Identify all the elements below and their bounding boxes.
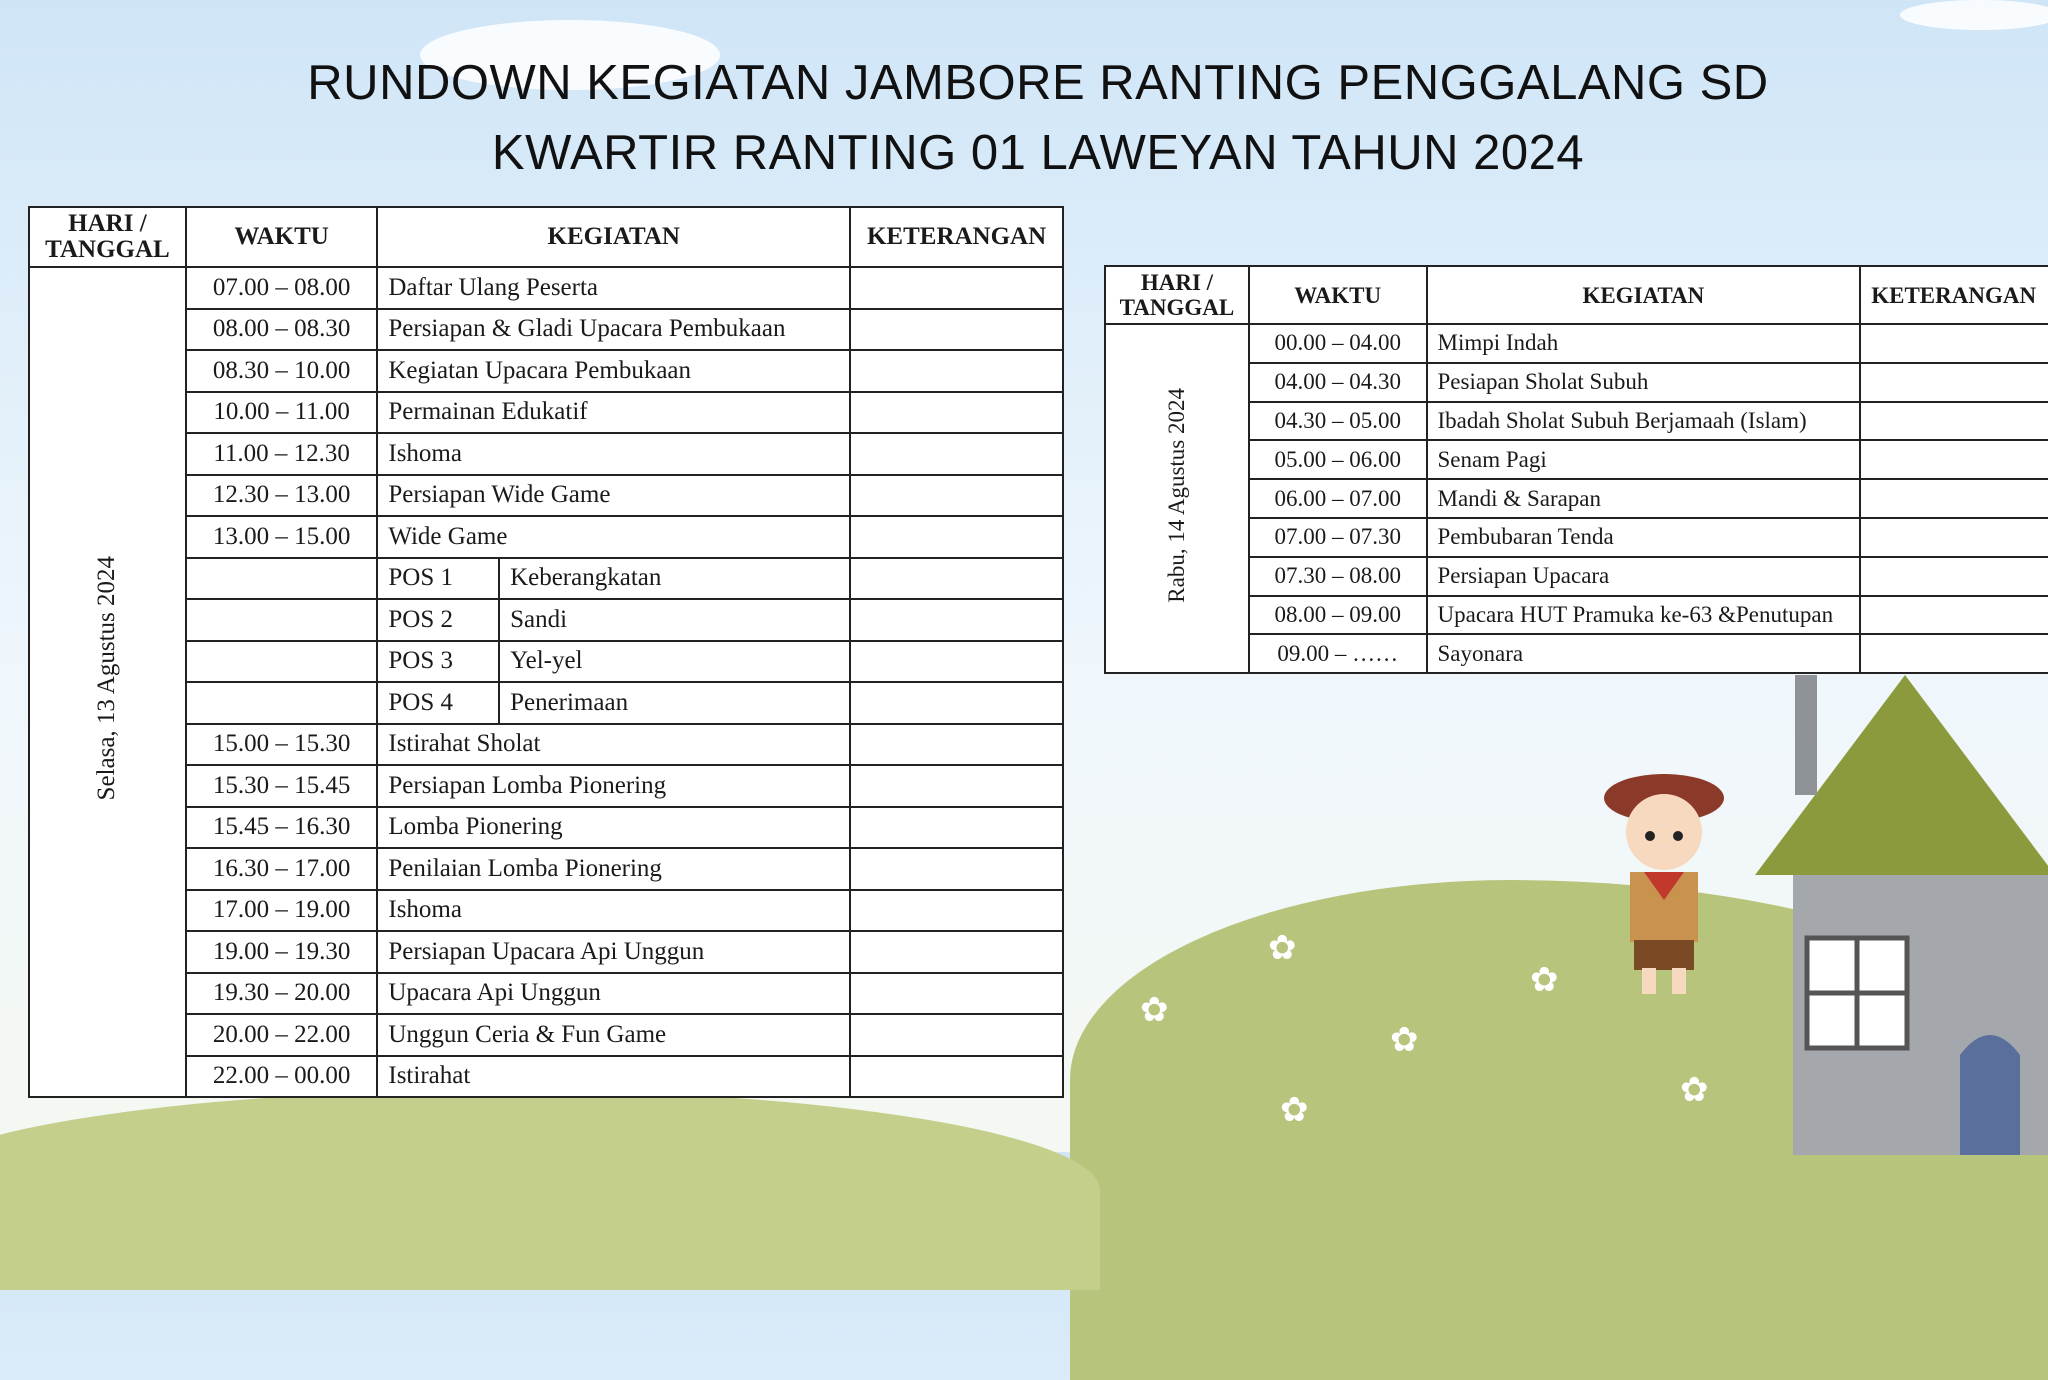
keterangan-cell	[850, 807, 1063, 849]
waktu-cell: 15.30 – 15.45	[186, 765, 378, 807]
kegiatan-cell: Persiapan Lomba Pionering	[377, 765, 850, 807]
waktu-cell: 09.00 – ……	[1249, 634, 1427, 673]
kegiatan-cell: Penilaian Lomba Pionering	[377, 848, 850, 890]
waktu-cell: 20.00 – 22.00	[186, 1014, 378, 1056]
date-label: Selasa, 13 Agustus 2024	[93, 556, 121, 801]
waktu-cell: 19.30 – 20.00	[186, 973, 378, 1015]
keterangan-cell	[850, 765, 1063, 807]
table-row	[1105, 324, 2048, 363]
waktu-cell: 15.45 – 16.30	[186, 807, 378, 849]
keterangan-cell	[850, 931, 1063, 973]
waktu-cell: 06.00 – 07.00	[1249, 479, 1427, 518]
kegiatan-cell: Persiapan Upacara Api Unggun	[377, 931, 850, 973]
kegiatan-cell: Upacara HUT Pramuka ke-63 &Penutupan	[1427, 596, 1861, 635]
pos-name: Penerimaan	[499, 682, 850, 724]
flower: ✿	[1680, 1071, 1709, 1109]
keterangan-cell	[850, 516, 1063, 558]
keterangan-cell	[850, 1014, 1063, 1056]
waktu-cell: 16.30 – 17.00	[186, 848, 378, 890]
pos-name: Keberangkatan	[499, 558, 850, 600]
header-kegiatan: KEGIATAN	[1427, 266, 1861, 324]
keterangan-cell	[850, 558, 1063, 600]
keterangan-cell	[1860, 402, 2048, 441]
keterangan-cell	[850, 724, 1063, 766]
scout-character	[1598, 772, 1730, 998]
kegiatan-cell: Mimpi Indah	[1427, 324, 1861, 363]
kegiatan-cell: Sayonara	[1427, 634, 1861, 673]
header-waktu: WAKTU	[1249, 266, 1427, 324]
kegiatan-cell: Ishoma	[377, 890, 850, 932]
page-title	[0, 48, 2048, 188]
waktu-cell: 05.00 – 06.00	[1249, 440, 1427, 479]
table-header-row	[1105, 266, 2048, 324]
flower: ✿	[1268, 929, 1297, 967]
pos-label: POS 4	[377, 682, 499, 724]
kegiatan-cell: Mandi & Sarapan	[1427, 479, 1861, 518]
keterangan-cell	[850, 309, 1063, 351]
pos-label: POS 3	[377, 641, 499, 683]
kegiatan-cell: Kegiatan Upacara Pembukaan	[377, 350, 850, 392]
kegiatan-cell: Persiapan Upacara	[1427, 557, 1861, 596]
kegiatan-cell: Istirahat	[377, 1056, 850, 1098]
waktu-cell: 08.00 – 09.00	[1249, 596, 1427, 635]
kegiatan-cell: Unggun Ceria & Fun Game	[377, 1014, 850, 1056]
pos-name: Yel-yel	[499, 641, 850, 683]
waktu-cell: 11.00 – 12.30	[186, 433, 378, 475]
date-cell	[29, 267, 186, 1097]
kegiatan-cell: Senam Pagi	[1427, 440, 1861, 479]
waktu-cell: 13.00 – 15.00	[186, 516, 378, 558]
waktu-cell: 04.00 – 04.30	[1249, 363, 1427, 402]
schedule-table-day1	[28, 206, 1064, 1098]
keterangan-cell	[850, 267, 1063, 309]
header-tanggal-label: TANGGAL	[1119, 295, 1235, 320]
table-row	[29, 267, 1063, 309]
scout-icon	[1598, 772, 1730, 998]
waktu-cell: 07.00 – 08.00	[186, 267, 378, 309]
keterangan-cell	[850, 392, 1063, 434]
pos-label: POS 2	[377, 599, 499, 641]
date-cell	[1105, 324, 1249, 673]
keterangan-cell	[1860, 479, 2048, 518]
keterangan-cell	[850, 350, 1063, 392]
keterangan-cell	[1860, 363, 2048, 402]
header-keterangan: KETERANGAN	[850, 207, 1063, 267]
header-keterangan: KETERANGAN	[1860, 266, 2048, 324]
date-label: Rabu, 14 Agustus 2024	[1163, 388, 1189, 603]
kegiatan-cell: Lomba Pionering	[377, 807, 850, 849]
kegiatan-cell: Persiapan Wide Game	[377, 475, 850, 517]
table-header-row	[29, 207, 1063, 267]
flower: ✿	[1390, 1021, 1419, 1059]
waktu-cell: 22.00 – 00.00	[186, 1056, 378, 1098]
house-icon	[1755, 675, 2048, 1155]
kegiatan-cell: Istirahat Sholat	[377, 724, 850, 766]
header-kegiatan: KEGIATAN	[377, 207, 850, 267]
keterangan-cell	[850, 890, 1063, 932]
waktu-cell: 19.00 – 19.30	[186, 931, 378, 973]
keterangan-cell	[850, 599, 1063, 641]
keterangan-cell	[850, 682, 1063, 724]
header-tanggal-label: TANGGAL	[45, 236, 170, 263]
title-line-2: KWARTIR RANTING 01 LAWEYAN TAHUN 2024	[491, 126, 1585, 180]
kegiatan-cell: Daftar Ulang Peserta	[377, 267, 850, 309]
keterangan-cell	[1860, 324, 2048, 363]
grass-hill	[0, 1090, 1100, 1290]
kegiatan-cell: Upacara Api Unggun	[377, 973, 850, 1015]
kegiatan-cell: Permainan Edukatif	[377, 392, 850, 434]
waktu-cell: 10.00 – 11.00	[186, 392, 378, 434]
waktu-cell: 15.00 – 15.30	[186, 724, 378, 766]
schedule-table-day2	[1104, 265, 2048, 674]
waktu-cell: 07.00 – 07.30	[1249, 518, 1427, 557]
waktu-cell: 07.30 – 08.00	[1249, 557, 1427, 596]
waktu-cell	[186, 599, 378, 641]
kegiatan-cell: Persiapan & Gladi Upacara Pembukaan	[377, 309, 850, 351]
kegiatan-cell: Ibadah Sholat Subuh Berjamaah (Islam)	[1427, 402, 1861, 441]
waktu-cell: 12.30 – 13.00	[186, 475, 378, 517]
waktu-cell: 08.00 – 08.30	[186, 309, 378, 351]
waktu-cell: 08.30 – 10.00	[186, 350, 378, 392]
header-hari-tanggal	[1105, 266, 1249, 324]
keterangan-cell	[1860, 518, 2048, 557]
pos-label: POS 1	[377, 558, 499, 600]
cloud	[1900, 0, 2048, 30]
flower: ✿	[1140, 991, 1169, 1029]
house-illustration	[1755, 675, 2048, 1155]
keterangan-cell	[850, 973, 1063, 1015]
header-hari-tanggal	[29, 207, 186, 267]
flower: ✿	[1280, 1091, 1309, 1129]
keterangan-cell	[1860, 596, 2048, 635]
keterangan-cell	[850, 641, 1063, 683]
keterangan-cell	[1860, 557, 2048, 596]
keterangan-cell	[1860, 440, 2048, 479]
keterangan-cell	[850, 433, 1063, 475]
keterangan-cell	[850, 1056, 1063, 1098]
kegiatan-cell: Wide Game	[377, 516, 850, 558]
title-line-1: RUNDOWN KEGIATAN JAMBORE RANTING PENGGALANG SD	[307, 56, 1769, 110]
kegiatan-cell: Pembubaran Tenda	[1427, 518, 1861, 557]
waktu-cell	[186, 558, 378, 600]
waktu-cell: 04.30 – 05.00	[1249, 402, 1427, 441]
pos-name: Sandi	[499, 599, 850, 641]
kegiatan-cell: Pesiapan Sholat Subuh	[1427, 363, 1861, 402]
waktu-cell	[186, 641, 378, 683]
kegiatan-cell: Ishoma	[377, 433, 850, 475]
flower: ✿	[1530, 961, 1559, 999]
header-waktu: WAKTU	[186, 207, 378, 267]
waktu-cell: 17.00 – 19.00	[186, 890, 378, 932]
keterangan-cell	[850, 848, 1063, 890]
keterangan-cell	[850, 475, 1063, 517]
keterangan-cell	[1860, 634, 2048, 673]
waktu-cell: 00.00 – 04.00	[1249, 324, 1427, 363]
header-hari-label: HARI /	[1140, 270, 1214, 295]
waktu-cell	[186, 682, 378, 724]
header-hari-label: HARI /	[68, 210, 147, 237]
